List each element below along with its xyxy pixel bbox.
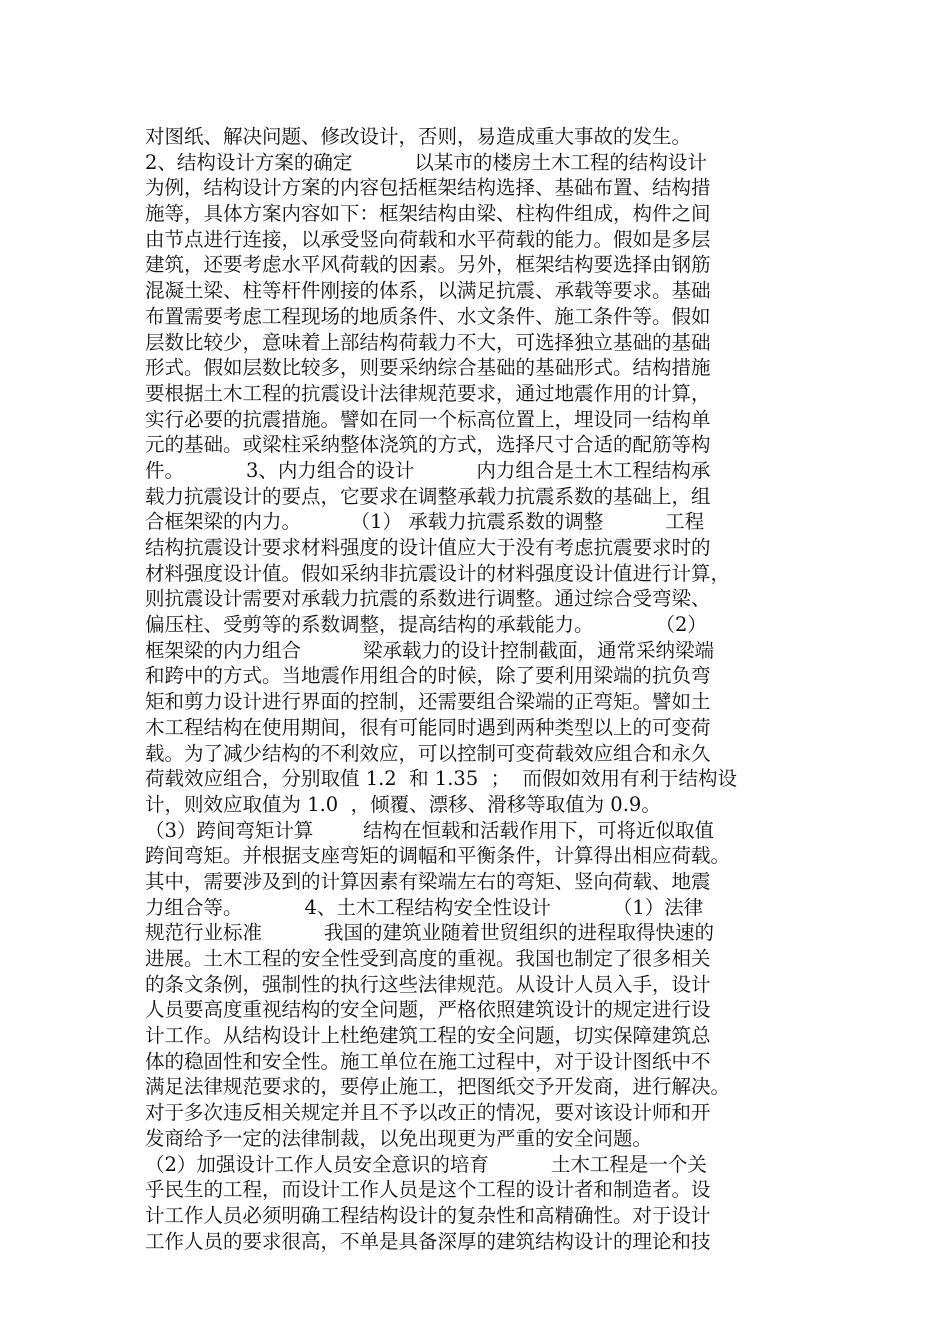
text-line: 人员要高度重视结构的安全问题，严格依照建筑设计的规定进行设 [145,998,711,1022]
text-line: 建筑，还要考虑水平风荷载的因素。另外，框架结构要选择由钢筋 [145,253,711,277]
text-line: 进展。土木工程的安全性受到高度的重视。我国也制定了很多相关 [145,947,711,970]
body-text [145,124,805,1254]
text-line: 载。为了减少结构的不利效应，可以控制可变荷载效应组合和永久 [145,741,711,765]
text-line: （3）跨间弯矩计算 结构在恒载和活载作用下，可将近似取值 [145,818,714,842]
text-line: 对图纸、解决问题、修改设计，否则，易造成重大事故的发生。 [145,125,692,148]
text-line: 偏压柱、受剪等的系数调整，提高结构的承载能力。 （2） [145,613,707,637]
text-line: 件。 3、内力组合的设计 内力组合是土木工程结构承 [145,458,711,482]
text-line: 实行必要的抗震措施。譬如在同一个标高位置上，埋设同一结构单 [145,407,711,431]
text-line: 力组合等。 4、土木工程结构安全性设计 （1）法律 [145,895,704,919]
text-line: 结构抗震设计要求材料强度的设计值应大于没有考虑抗震要求时的 [145,536,711,559]
text-line: 对于多次违反相关规定并且不予以改正的情况，要对该设计师和开 [145,1101,711,1125]
text-line: 其中，需要涉及到的计算因素有梁端左右的弯矩、竖向荷载、地震 [145,869,711,893]
text-line: 要根据土木工程的抗震设计法律规范要求，通过地震作用的计算， [145,381,711,405]
text-line: 形式。假如层数比较多，则要采纳综合基础的基础形式。结构措施 [145,356,711,380]
text-line: 乎民生的工程，而设计工作人员是这个工程的设计者和制造者。设 [145,1178,711,1202]
text-line: 的条文条例，强制性的执行这些法律规范。从设计人员入手，设计 [145,972,711,996]
text-line: 和跨中的方式。当地震作用组合的时候，除了要利用梁端的抗负弯 [145,664,711,688]
text-line: 布置需要考虑工程现场的地质条件、水文条件、施工条件等。假如 [145,304,711,328]
text-line: （2）加强设计工作人员安全意识的培育 土木工程是一个关 [145,1152,707,1176]
text-line: 2、结构设计方案的确定 以某市的楼房土木工程的结构设计 [145,150,707,174]
text-line: 混凝土梁、柱等杆件刚接的体系，以满足抗震、承载等要求。基础 [145,279,711,303]
text-line: 则抗震设计需要对承载力抗震的系数进行调整。通过综合受弯梁、 [145,587,711,611]
text-line: 规范行业标准 我国的建筑业随着世贸组织的进程取得快速的 [145,921,714,945]
text-line: 跨间弯矩。并根据支座弯矩的调幅和平衡条件，计算得出相应荷载。 [145,844,731,868]
text-line: 矩和剪力设计进行界面的控制，还需要组合梁端的正弯矩。譬如土 [145,690,711,714]
text-line: 合框架梁的内力。 （1） 承载力抗震系数的调整 工程 [145,510,705,534]
text-line: 为例，结构设计方案的内容包括框架结构选择、基础布置、结构措 [145,176,711,200]
text-line: 框架梁的内力组合 梁承载力的设计控制截面，通常采纳梁端 [145,638,714,662]
text-line: 工作人员的要求很高，不单是具备深厚的建筑结构设计的理论和技 [145,1229,711,1253]
text-line: 荷载效应组合，分别取值 1.2 和 1.35 ； 而假如效用有利于结构设 [145,767,738,791]
text-line: 材料强度设计值。假如采纳非抗震设计的材料强度设计值进行计算， [145,561,731,585]
text-line: 元的基础。或梁柱采纳整体浇筑的方式，选择尺寸合适的配筋等构 [145,433,711,457]
text-line: 由节点进行连接，以承受竖向荷载和水平荷载的能力。假如是多层 [145,227,711,251]
text-line: 发商给予一定的法律制裁，以免出现更为严重的安全问题。 [145,1126,653,1150]
text-line: 计工作。从结构设计上杜绝建筑工程的安全问题，切实保障建筑总 [145,1024,711,1048]
text-line: 施等，具体方案内容如下：框架结构由梁、柱构件组成，构件之间 [145,202,711,226]
text-line: 载力抗震设计的要点，它要求在调整承载力抗震系数的基础上，组 [145,484,711,508]
text-line: 木工程结构在使用期间，很有可能同时遇到两种类型以上的可变荷 [145,715,711,739]
text-line: 满足法律规范要求的，要停止施工，把图纸交予开发商，进行解决。 [145,1075,731,1099]
text-line: 计，则效应取值为 1.0 ，倾覆、漂移、滑移等取值为 0.9。 [145,792,661,816]
text-line: 计工作人员必须明确工程结构设计的复杂性和高精确性。对于设计 [145,1203,711,1227]
text-line: 体的稳固性和安全性。施工单位在施工过程中，对于设计图纸中不 [145,1049,711,1073]
text-line: 层数比较少，意味着上部结构荷载力不大，可选择独立基础的基础 [145,330,711,354]
